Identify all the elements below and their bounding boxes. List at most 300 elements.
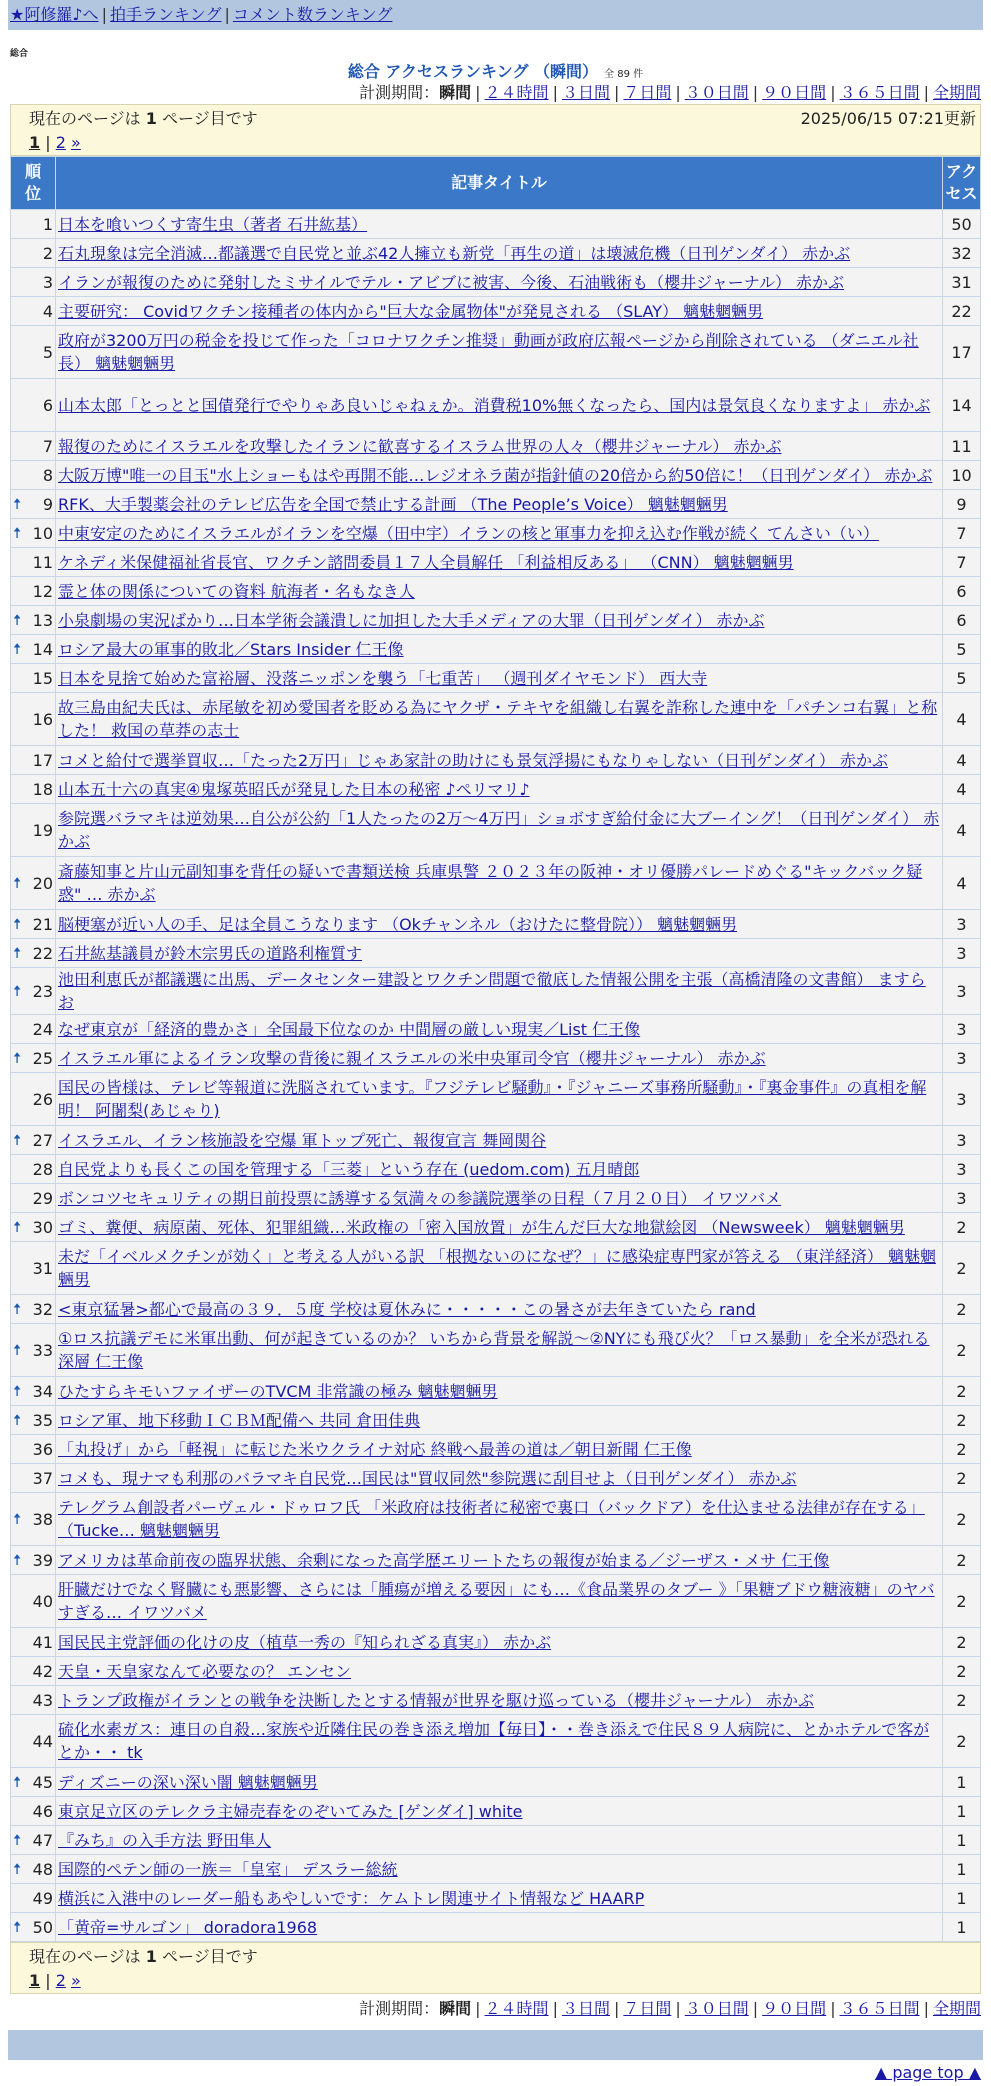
- article-title-link[interactable]: 政府が3200万円の税金を投じて作った「コロナワクチン推奨」動画が政府広報ページから削除されている （ダニエル社長） 魑魅魍魎男: [58, 331, 919, 373]
- title-cell: [56, 577, 943, 606]
- top-paging-status: [29, 107, 258, 131]
- table-row: [11, 804, 981, 857]
- access-count: 3: [943, 1126, 981, 1155]
- home-link[interactable]: ★阿修羅♪へ: [10, 5, 99, 24]
- rank-cell: [11, 1406, 56, 1435]
- up-arrow-icon: 🠅: [13, 1048, 22, 1067]
- up-arrow-icon: 🠅: [13, 1917, 22, 1936]
- access-count: 4: [943, 857, 981, 910]
- article-title-link[interactable]: 石丸現象は完全消滅…都議選で自民党と並ぶ42人擁立も新党「再生の道」は壊滅危機（日刊ゲンダイ） 赤かぶ: [58, 243, 851, 263]
- article-title-link[interactable]: ケネディ米保健福祉省長官、ワクチン諮問委員１７人全員解任 「利益相反ある」 （CNN） 魑魅魍魎男: [58, 552, 794, 572]
- access-count: 9: [943, 490, 981, 519]
- table-row: [11, 490, 981, 519]
- article-title-link[interactable]: イスラエル軍によるイラン攻撃の背後に親イスラエルの米中央軍司令官（櫻井ジャーナル） 赤かぶ: [58, 1048, 766, 1068]
- rank-cell: [11, 1715, 56, 1768]
- access-count: 3: [943, 939, 981, 968]
- access-count: 2: [943, 1464, 981, 1493]
- rank-cell: [11, 268, 56, 297]
- period-separator: |: [675, 1999, 681, 2018]
- article-title-link[interactable]: ひたすらキモいファイザーのTVCM 非常識の極み 魑魅魍魎男: [58, 1381, 498, 1401]
- access-count: 2: [943, 1493, 981, 1546]
- up-arrow-icon: 🠅: [13, 943, 22, 962]
- title-cell: [56, 1406, 943, 1435]
- total-count: 全 89 件: [604, 69, 644, 80]
- title-cell: [56, 326, 943, 379]
- top-period-link-6[interactable]: 全期間: [932, 83, 981, 102]
- rank-cell: [11, 548, 56, 577]
- page-top-link[interactable]: ▲ page top ▲: [874, 2063, 981, 2082]
- rank-cell: [11, 1377, 56, 1406]
- rank-cell: [11, 804, 56, 857]
- table-row: [11, 746, 981, 775]
- period-separator: |: [475, 83, 481, 102]
- rank-cell: [11, 1155, 56, 1184]
- rank-number: 17: [32, 750, 53, 770]
- title-cell: [56, 1768, 943, 1797]
- access-count: 3: [943, 1073, 981, 1126]
- rank-cell: [11, 606, 56, 635]
- access-count: 2: [943, 1213, 981, 1242]
- access-count: 5: [943, 635, 981, 664]
- access-count: 3: [943, 1015, 981, 1044]
- up-arrow-icon: 🠅: [13, 914, 22, 933]
- rank-number: 13: [32, 610, 53, 630]
- rank-number: 46: [32, 1801, 53, 1821]
- table-row: [11, 635, 981, 664]
- table-row: [11, 379, 981, 432]
- rank-cell: [11, 775, 56, 804]
- title-cell: [56, 1015, 943, 1044]
- table-row: [11, 1628, 981, 1657]
- rank-cell: [11, 1657, 56, 1686]
- article-title-link[interactable]: 肝臓だけでなく腎臓にも悪影響、さらには「腫瘍が増える要因」にも…《食品業界のタブー 》「果糖ブドウ糖液糖」のヤバすぎる… イワツバメ: [58, 1580, 935, 1622]
- top-period-link-1[interactable]: ３日間: [561, 83, 610, 102]
- access-count: 2: [943, 1686, 981, 1715]
- top-paging-status-row: [29, 107, 976, 131]
- top-nav: [8, 0, 983, 30]
- paging-text-before: 現在のページは: [29, 109, 146, 128]
- bottom-pagination: [29, 1969, 976, 1993]
- title-cell: [56, 239, 943, 268]
- table-row: [11, 548, 981, 577]
- table-row: [11, 239, 981, 268]
- access-count: 3: [943, 1184, 981, 1213]
- article-title-link[interactable]: イランが報復のために発射したミサイルでテル・アビブに被害、今後、石油戦術も（櫻井ジャーナル） 赤かぶ: [58, 272, 845, 292]
- rank-number: 30: [32, 1217, 53, 1237]
- rank-cell: [11, 210, 56, 239]
- bottom-period-link-0[interactable]: ２４時間: [484, 1999, 549, 2018]
- period-separator: |: [613, 1999, 620, 2018]
- table-row: [11, 1126, 981, 1155]
- pagination-current-page: 1: [29, 1971, 41, 1990]
- paging-text-before: 現在のページは: [29, 1947, 146, 1966]
- article-title-link[interactable]: 横浜に入港中のレーダー船もあやしいです：ケムトレ関連サイト情報など HAARP: [58, 1888, 645, 1908]
- period-selector-top: [10, 82, 981, 104]
- article-title-link[interactable]: RFK、大手製薬会社のテレビ広告を全国で禁止する計画 （The People’s Voice） 魑魅魍魎男: [58, 494, 728, 514]
- rank-cell: [11, 635, 56, 664]
- up-arrow-icon: 🠅: [13, 1299, 22, 1318]
- top-period-link-2[interactable]: ７日間: [623, 83, 672, 102]
- table-row: [11, 1242, 981, 1295]
- access-count: 2: [943, 1715, 981, 1768]
- rank-cell: [11, 1184, 56, 1213]
- title-cell: [56, 490, 943, 519]
- rank-number: 37: [32, 1468, 53, 1488]
- period-separator: |: [475, 1999, 481, 2018]
- rank-number: 47: [32, 1830, 53, 1850]
- table-row: [11, 939, 981, 968]
- period-separator: |: [830, 1999, 836, 2018]
- rank-number: 40: [32, 1591, 53, 1611]
- title-cell: [56, 1073, 943, 1126]
- rank-number: 43: [32, 1690, 53, 1710]
- article-title-link[interactable]: イスラエル、イラン核施設を空爆 軍トップ死亡、報復宣言 舞岡関谷: [58, 1130, 547, 1150]
- article-title-link[interactable]: 池田利恵氏が都議選に出馬、データセンター建設とワクチン問題で徹底した情報公開を主張（高橋清隆の文書館） ますらお: [58, 970, 926, 1012]
- table-row: [11, 1464, 981, 1493]
- table-row: [11, 1155, 981, 1184]
- article-title-link[interactable]: アメリカは革命前夜の臨界状態、余剰になった高学歴エリートたちの報復が始まる／ジーザス・メサ 仁王像: [58, 1550, 830, 1570]
- table-row: [11, 1826, 981, 1855]
- table-row: [11, 297, 981, 326]
- access-count: 2: [943, 1295, 981, 1324]
- article-title-link[interactable]: <東京猛暑>都心で最高の３９．５度 学校は夏休みに・・・・・この暑さが去年きていたら rand: [58, 1299, 756, 1319]
- access-count: 2: [943, 1546, 981, 1575]
- rank-cell: [11, 1213, 56, 1242]
- article-title-link[interactable]: ゴミ、糞便、病原菌、死体、犯罪組織…米政権の「密入国放置」が生んだ巨大な地獄絵図 （Newsweek） 魑魅魍魎男: [58, 1217, 905, 1237]
- updated-timestamp: 2025/06/15 07:21更新: [800, 109, 976, 128]
- access-count: 17: [943, 326, 981, 379]
- article-title-link[interactable]: ①ロス抗議デモに米軍出動、何が起きているのか？ いちから背景を解説～②NYにも飛び火？「ロス暴動」を全米が恐れる深層 仁王像: [58, 1329, 930, 1371]
- article-title-link[interactable]: 「丸投げ」から「軽視」に転じた米ウクライナ対応 終戦へ最善の道は／朝日新聞 仁王像: [58, 1439, 692, 1459]
- rank-number: 50: [32, 1917, 53, 1937]
- article-title-link[interactable]: コメも、現ナマも利那のバラマキ自民党…国民は"買収同然"参院選に刮目せよ（日刊ゲンダイ） 赤かぶ: [58, 1468, 797, 1488]
- rank-number: 1: [42, 214, 53, 234]
- rank-number: 14: [32, 639, 53, 659]
- rank-cell: [11, 968, 56, 1015]
- rank-number: 28: [32, 1159, 53, 1179]
- rank-cell: [11, 490, 56, 519]
- title-cell: [56, 1184, 943, 1213]
- table-row: [11, 1213, 981, 1242]
- ranking-table: [10, 156, 981, 1942]
- access-count: 50: [943, 210, 981, 239]
- article-title-link[interactable]: 未だ「イベルメクチンが効く」と考える人がいる訳 「根拠ないのになぜ？」に感染症専門家が答える （東洋経済） 魑魅魍魎男: [58, 1247, 936, 1289]
- rank-number: 2: [42, 243, 53, 263]
- table-row: [11, 1184, 981, 1213]
- article-title-link[interactable]: 国際的ペテン師の一族＝「皇室」 デスラー総統: [58, 1859, 398, 1879]
- bottom-period-link-1[interactable]: ３日間: [561, 1999, 610, 2018]
- paging-text-after: ページ目です: [156, 1947, 258, 1966]
- bottom-period-label: 計測期間：: [359, 1999, 440, 2018]
- period-separator: |: [675, 83, 681, 102]
- up-arrow-icon: 🠅: [13, 1859, 22, 1878]
- rank-cell: [11, 1768, 56, 1797]
- rank-cell: [11, 1242, 56, 1295]
- rank-cell: [11, 910, 56, 939]
- title-cell: [56, 1826, 943, 1855]
- article-title-link[interactable]: 中東安定のためにイスラエルがイランを空爆（田中宇）イランの核と軍事力を抑え込む作戦が続く てんさい（い）: [58, 523, 879, 543]
- article-title-link[interactable]: 自民党よりも長くこの国を管理する「三菱」という存在 (uedom.com) 五月晴郎: [58, 1159, 640, 1179]
- rank-number: 35: [32, 1410, 53, 1430]
- bottom-paging-status: [29, 1945, 258, 1969]
- article-title-link[interactable]: 斎藤知事と片山元副知事を背任の疑いで書類送検 兵庫県警 ２０２３年の阪神・オリ優勝パレードめぐる"キックバック疑惑" … 赤かぶ: [58, 862, 923, 904]
- rank-number: 34: [32, 1381, 53, 1401]
- article-title-link[interactable]: ロシア軍、地下移動ＩＣＢＭ配備へ 共同 倉田佳典: [58, 1410, 421, 1430]
- access-count: 6: [943, 606, 981, 635]
- title-cell: [56, 857, 943, 910]
- title-cell: [56, 268, 943, 297]
- period-separator: |: [923, 1999, 929, 2018]
- paging-current-number: 1: [145, 1947, 157, 1966]
- bottom-paging-status-row: [29, 1945, 976, 1969]
- up-arrow-icon: 🠅: [13, 1830, 22, 1849]
- bottom-period-link-5[interactable]: ３６５日間: [839, 1999, 920, 2018]
- table-row: [11, 1686, 981, 1715]
- rank-cell: [11, 1015, 56, 1044]
- article-title-link[interactable]: コメと給付で選挙買収…「たった2万円」じゃあ家計の助けにも景気浮揚にもなりゃしない（日刊ゲンダイ） 赤かぶ: [58, 750, 888, 770]
- pagination-next-arrow[interactable]: »: [70, 133, 81, 152]
- article-title-link[interactable]: 山本五十六の真実④鬼塚英昭氏が発見した日本の秘密 ♪ペリマリ♪: [58, 779, 530, 799]
- article-title-link[interactable]: 参院選バラマキは逆効果…自公が公約「1人たったの2万～4万円」ショボすぎ給付金に大ブーイング！（日刊ゲンダイ） 赤かぶ: [58, 809, 940, 851]
- top-period-link-5[interactable]: ３６５日間: [839, 83, 920, 102]
- page-title: 総合 アクセスランキング （瞬間）: [347, 62, 599, 81]
- article-title-link[interactable]: 主要研究： Covidワクチン接種者の体内から"巨大な金属物体"が発見される （SLAY） 魑魅魍魎男: [58, 301, 764, 321]
- rank-cell: [11, 1295, 56, 1324]
- rank-cell: [11, 1044, 56, 1073]
- table-row: [11, 268, 981, 297]
- rank-cell: [11, 432, 56, 461]
- table-row: [11, 1768, 981, 1797]
- table-row: [11, 1377, 981, 1406]
- title-cell: [56, 1155, 943, 1184]
- access-column-header: アク セス: [943, 157, 981, 210]
- bottom-period-link-6[interactable]: 全期間: [932, 1999, 981, 2018]
- title-cell: [56, 379, 943, 432]
- up-arrow-icon: 🠅: [13, 981, 22, 1000]
- up-arrow-icon: 🠅: [13, 1130, 22, 1149]
- rank-number: 12: [32, 581, 53, 601]
- table-row: [11, 693, 981, 746]
- table-row: [11, 1015, 981, 1044]
- comment-ranking-link[interactable]: コメント数ランキング: [232, 5, 393, 24]
- up-arrow-icon: 🠅: [13, 610, 22, 629]
- pagination-page-2[interactable]: 2: [55, 1971, 66, 1990]
- access-count: 4: [943, 775, 981, 804]
- article-title-link[interactable]: トランプ政権がイランとの戦争を決断したとする情報が世界を駆け巡っている（櫻井ジャーナル） 赤かぶ: [58, 1690, 814, 1710]
- period-separator: |: [752, 1999, 759, 2018]
- pagination-separator: |: [40, 1971, 56, 1990]
- rank-number: 3: [42, 272, 53, 292]
- rank-number: 10: [32, 523, 53, 543]
- access-count: 2: [943, 1406, 981, 1435]
- period-separator: |: [552, 83, 558, 102]
- rank-cell: [11, 1493, 56, 1546]
- table-row: [11, 326, 981, 379]
- table-row: [11, 1295, 981, 1324]
- title-cell: [56, 461, 943, 490]
- table-row: [11, 775, 981, 804]
- title-cell: [56, 1797, 943, 1826]
- nav-separator: |: [224, 5, 230, 24]
- access-count: 14: [943, 379, 981, 432]
- table-row: [11, 432, 981, 461]
- article-title-link[interactable]: 東京足立区のテレクラ主婦売春をのぞいてみた [ゲンダイ] white: [58, 1801, 523, 1821]
- article-title-link[interactable]: 石井紘基議員が鈴木宗男氏の道路利権質す: [58, 943, 363, 963]
- article-title-link[interactable]: 報復のためにイスラエルを攻撃したイランに歓喜するイスラム世界の人々（櫻井ジャーナル） 赤かぶ: [58, 436, 782, 456]
- article-title-link[interactable]: テレグラム創設者パーヴェル・ドゥロフ氏 「米政府は技術者に秘密で裏口（バックドア）を仕込ませる法律が存在する」（Tucke… 魑魅魍魎男: [58, 1498, 925, 1540]
- rank-number: 48: [32, 1859, 53, 1879]
- rank-number: 18: [32, 779, 53, 799]
- title-cell: [56, 432, 943, 461]
- article-title-link[interactable]: 日本を喰いつくす寄生虫（著者 石井紘基）: [58, 214, 368, 234]
- rank-number: 25: [32, 1048, 53, 1068]
- rank-cell: [11, 1686, 56, 1715]
- bottom-period-link-4[interactable]: ９０日間: [762, 1999, 827, 2018]
- top-period-link-4[interactable]: ９０日間: [762, 83, 827, 102]
- rank-cell: [11, 1826, 56, 1855]
- access-count: 1: [943, 1826, 981, 1855]
- article-title-link[interactable]: なぜ東京が「経済的豊かさ」全国最下位なのか 中間層の厳しい現実／List 仁王像: [58, 1019, 641, 1039]
- article-title-link[interactable]: 日本を見捨て始めた富裕層、没落ニッポンを襲う「七重苦」 （週刊ダイヤモンド） 西大寺: [58, 668, 708, 688]
- rank-number: 24: [32, 1019, 53, 1039]
- rank-number: 27: [32, 1130, 53, 1150]
- title-cell: [56, 1044, 943, 1073]
- up-arrow-icon: 🠅: [13, 873, 22, 892]
- nav-separator: |: [101, 5, 107, 24]
- rank-cell: [11, 746, 56, 775]
- title-cell: [56, 804, 943, 857]
- article-title-link[interactable]: 『みち』の入手方法 野田隼人: [58, 1830, 272, 1850]
- rank-cell: [11, 693, 56, 746]
- rank-number: 36: [32, 1439, 53, 1459]
- access-count: 3: [943, 1044, 981, 1073]
- top-period-link-3[interactable]: ３０日間: [684, 83, 749, 102]
- table-row: [11, 210, 981, 239]
- table-row: [11, 1435, 981, 1464]
- title-cell: [56, 746, 943, 775]
- access-count: 2: [943, 1575, 981, 1628]
- title-cell: [56, 1242, 943, 1295]
- bottom-period-current: 瞬間: [439, 1999, 472, 2018]
- access-count: 2: [943, 1657, 981, 1686]
- rank-number: 21: [32, 914, 53, 934]
- title-cell: [56, 519, 943, 548]
- article-title-link[interactable]: 大阪万博"唯一の目玉"水上ショーもはや再開不能…レジオネラ菌が指針値の20倍から約50倍に！（日刊ゲンダイ） 赤かぶ: [58, 465, 933, 485]
- access-count: 5: [943, 664, 981, 693]
- category-label: 総合: [10, 49, 29, 59]
- access-count: 2: [943, 1377, 981, 1406]
- bottom-bar: [8, 2030, 983, 2060]
- up-arrow-icon: 🠅: [13, 1410, 22, 1429]
- article-title-link[interactable]: ディズニーの深い深い闇 魑魅魍魎男: [58, 1772, 318, 1792]
- article-title-link[interactable]: 霊と体の関係についての資料 航海者・名もなき人: [58, 581, 415, 601]
- article-title-link[interactable]: 硫化水素ガス：連日の自殺…家族や近隣住民の巻き添え増加【毎日】・・巻き添えで住民８９人病院に、とかホテルで客がとか・・ tk: [58, 1720, 930, 1762]
- rank-cell: [11, 379, 56, 432]
- access-count: 3: [943, 1155, 981, 1184]
- period-separator: |: [552, 1999, 558, 2018]
- rank-number: 38: [32, 1509, 53, 1529]
- title-cell: [56, 968, 943, 1015]
- rank-cell: [11, 519, 56, 548]
- table-row: [11, 1715, 981, 1768]
- paging-box-bottom: [10, 1942, 981, 1994]
- table-row: [11, 1657, 981, 1686]
- up-arrow-icon: 🠅: [13, 494, 22, 513]
- article-title-link[interactable]: 小泉劇場の実況ばかり…日本学術会議潰しに加担した大手メディアの大罪（日刊ゲンダイ） 赤かぶ: [58, 610, 765, 630]
- rank-cell: [11, 577, 56, 606]
- article-title-link[interactable]: 国民民主党評価の化けの皮（植草一秀の『知られざる真実』） 赤かぶ: [58, 1632, 552, 1652]
- rank-cell: [11, 1435, 56, 1464]
- rank-cell: [11, 1913, 56, 1942]
- pagination-next-arrow[interactable]: »: [70, 1971, 81, 1990]
- top-period-link-0[interactable]: ２４時間: [484, 83, 549, 102]
- rank-cell: [11, 664, 56, 693]
- rank-number: 32: [32, 1299, 53, 1319]
- article-title-link[interactable]: 「黄帝=サルゴン」 doradora1968: [58, 1917, 318, 1937]
- rank-number: 5: [42, 342, 53, 362]
- title-cell: [56, 1464, 943, 1493]
- article-title-link[interactable]: 国民の皆様は、テレビ等報道に洗脳されています。『フジテレビ騒動』・『ジャニーズ事務所騒動』・『裏金事件』の真相を解明！ 阿闍梨(あじゃり): [58, 1078, 927, 1120]
- rank-number: 39: [32, 1550, 53, 1570]
- rank-number: 4: [42, 301, 53, 321]
- paging-box-top: [10, 104, 981, 156]
- up-arrow-icon: 🠅: [13, 1381, 22, 1400]
- access-count: 2: [943, 1242, 981, 1295]
- rank-cell: [11, 1546, 56, 1575]
- title-cell: [56, 910, 943, 939]
- article-title-link[interactable]: ボンコツセキュリティの期日前投票に誘導する気満々の参議院選挙の日程（７月２０日） イワツバメ: [58, 1188, 782, 1208]
- bottom-period-link-3[interactable]: ３０日間: [684, 1999, 749, 2018]
- title-cell: [56, 1657, 943, 1686]
- bottom-period-link-2[interactable]: ７日間: [623, 1999, 672, 2018]
- table-row: [11, 1324, 981, 1377]
- article-title-link[interactable]: 故三島由紀夫氏は、赤尾敏を初め愛国者を貶める為にヤクザ・テキヤを組織し右翼を詐称した連中を「パチンコ右翼」と称した！ 救国の草莽の志士: [58, 698, 938, 740]
- rank-number: 8: [42, 465, 53, 485]
- access-count: 4: [943, 804, 981, 857]
- title-cell: [56, 606, 943, 635]
- rank-cell: [11, 939, 56, 968]
- article-title-link[interactable]: 山本太郎「とっとと国債発行でやりゃあ良いじゃねぇか。消費税10%無くなったら、国内は景気良くなりますよ」 赤かぶ: [58, 395, 931, 415]
- rank-cell: [11, 461, 56, 490]
- article-title-link[interactable]: ロシア最大の軍事的敗北／Stars Insider 仁王像: [58, 639, 404, 659]
- paging-text-after: ページ目です: [156, 109, 258, 128]
- access-count: 3: [943, 910, 981, 939]
- table-row: [11, 1855, 981, 1884]
- period-separator: |: [830, 83, 836, 102]
- pagination-page-2[interactable]: 2: [55, 133, 66, 152]
- clap-ranking-link[interactable]: 拍手ランキング: [109, 5, 222, 24]
- period-separator: |: [613, 83, 620, 102]
- table-row: [11, 1493, 981, 1546]
- title-cell: [56, 635, 943, 664]
- table-row: [11, 1797, 981, 1826]
- pagination-separator: |: [40, 133, 56, 152]
- title-cell: [56, 1295, 943, 1324]
- title-cell: [56, 1377, 943, 1406]
- title-cell: [56, 1913, 943, 1942]
- period-separator: |: [923, 83, 929, 102]
- table-row: [11, 1575, 981, 1628]
- table-row: [11, 1884, 981, 1913]
- table-row: [11, 1406, 981, 1435]
- title-cell: [56, 775, 943, 804]
- up-arrow-icon: 🠅: [13, 1772, 22, 1791]
- article-title-link[interactable]: 脳梗塞が近い人の手、足は全員こうなります （Okチャンネル（おけたに整骨院）） 魑魅魍魎男: [58, 914, 738, 934]
- access-count: 32: [943, 239, 981, 268]
- article-title-link[interactable]: 天皇・天皇家なんて必要なの？ エンセン: [58, 1661, 352, 1681]
- title-cell: [56, 1715, 943, 1768]
- paging-current-number: 1: [145, 109, 157, 128]
